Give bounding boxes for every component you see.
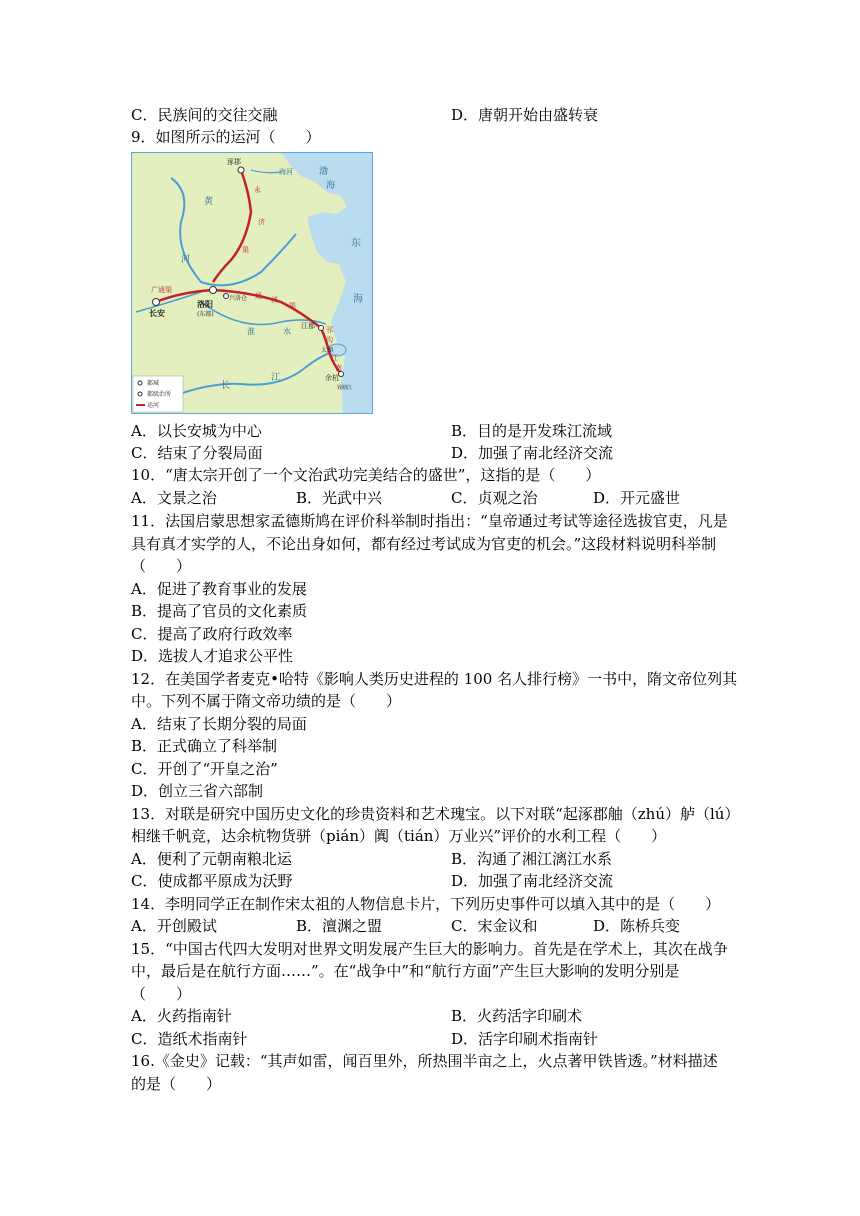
label-haihe: 海河 xyxy=(279,168,293,176)
label-qu: 渠 xyxy=(242,246,249,254)
q10-option-a: A．文景之治 xyxy=(131,489,217,507)
q11-stem-line3: （ ） xyxy=(131,557,192,575)
q8-option-c: C．民族间的交往交融 xyxy=(131,106,278,124)
q10-option-c: C．贞观之治 xyxy=(451,489,538,507)
q9-options-cd xyxy=(131,442,731,464)
q13-option-d: D．加强了南北经济交流 xyxy=(451,872,614,890)
q15-options-cd xyxy=(131,1028,731,1050)
q15-option-c: C．造纸术指南针 xyxy=(131,1030,248,1048)
q14-option-c: C．宋金议和 xyxy=(451,917,538,935)
q12-option-d: D．创立三省六部制 xyxy=(131,782,264,800)
q15-stem-line1: 15．“中国古代四大发明对世界文明发展产生巨大的影响力。首先是在学术上，其次在战争 xyxy=(131,940,728,958)
q11-option-a: A．促进了教育事业的发展 xyxy=(131,580,307,598)
label-changan: 长安 xyxy=(149,309,165,318)
q9-option-a: A．以长安城为中心 xyxy=(131,422,262,440)
marker-jiangdu xyxy=(319,326,324,331)
q15-options-ab xyxy=(131,1005,731,1027)
q10-options xyxy=(131,487,731,509)
label-huang: 黄 xyxy=(204,197,214,207)
label-han: 邗 xyxy=(326,326,333,334)
label-guangtong: 广通渠 xyxy=(151,286,172,294)
q13-stem-line2: 相继千帆竞，达余杭物货骈（pián）阗（tián）万业兴”评价的水利工程（ ） xyxy=(131,827,667,845)
q12-stem-line2: 中。下列不属于隋文帝功绩的是（ ） xyxy=(131,692,402,710)
label-luoyang: 洛阳 xyxy=(197,300,213,309)
legend-city: 都级治所 xyxy=(147,391,172,398)
q10-stem: 10．“唐太宗开创了一个文治武功完美结合的盛世”，这指的是（ ） xyxy=(131,466,601,484)
q15-option-a: A．火药指南针 xyxy=(131,1007,232,1025)
q11-stem-line2: 具有真才实学的人，不论出身如何，都有经过考试成为官吏的机会。”这段材料说明科举制 xyxy=(131,535,717,553)
q11-option-b: B．提高了官员的文化素质 xyxy=(131,602,308,620)
q9-option-b: B．目的是开发珠江流域 xyxy=(451,422,613,440)
label-jiangnan: 江 xyxy=(331,354,338,362)
label-bohai2: 海 xyxy=(326,181,336,191)
q13-stem-line1: 13．对联是研究中国历史文化的珍贵资料和艺术瑰宝。以下对联“起涿郡舳（zhú）舻（lú） xyxy=(131,805,740,823)
grand-canal-map xyxy=(131,152,373,414)
q13-option-b: B．沟通了湘江漓江水系 xyxy=(451,850,613,868)
label-he: 河 xyxy=(181,255,191,265)
label-shui: 水 xyxy=(283,327,291,336)
q8-option-d: D．唐朝开始由盛转衰 xyxy=(451,106,599,124)
q16-stem-line2: 的是（ ） xyxy=(131,1075,222,1093)
q15-option-b: B．火药活字印刷术 xyxy=(451,1007,583,1025)
q13-option-a: A．便利了元朝南粮北运 xyxy=(131,850,292,868)
marker-zhuojun xyxy=(238,167,244,173)
label-dongdu: (东都) xyxy=(197,311,214,318)
q11-option-d: D．选拔人才追求公平性 xyxy=(131,647,294,665)
q14-option-d: D．陈桥兵变 xyxy=(593,917,681,935)
marker-luoyang xyxy=(210,287,217,294)
q14-option-a: A．开创殿试 xyxy=(131,917,217,935)
q15-option-d: D．活字印刷术指南针 xyxy=(451,1030,599,1048)
marker-yuhang xyxy=(339,372,344,377)
label-qiantang: 钱塘江 xyxy=(337,385,353,391)
label-ji: 济 xyxy=(258,218,265,226)
q15-stem-line2: 中，最后是在航行方面……”。在“战争中”和“航行方面”产生巨大影响的发明分别是 xyxy=(131,962,680,980)
q13-option-c: C．使成都平原成为沃野 xyxy=(131,872,293,890)
q10-option-b: B．光武中兴 xyxy=(296,489,383,507)
q12-option-b: B．正式确立了科举制 xyxy=(131,737,278,755)
label-ji2: 济 xyxy=(271,296,278,304)
q15-stem-line3: （ ） xyxy=(131,985,192,1003)
label-yuhang: 余杭 xyxy=(325,374,339,382)
q12-option-c: C．开创了“开皇之治” xyxy=(131,760,278,778)
label-yong: 永 xyxy=(254,186,261,194)
label-jiangdu: 江都 xyxy=(301,322,315,330)
label-xingluocang: 兴洛仓 xyxy=(229,295,248,302)
label-nan: 南 xyxy=(335,364,342,372)
label-chang: 长 xyxy=(221,381,231,391)
label-zhuojun: 涿郡 xyxy=(227,158,241,166)
marker-xingluocang xyxy=(224,294,229,299)
q9-option-c: C．结束了分裂局面 xyxy=(131,444,263,462)
label-bohai: 渤 xyxy=(319,167,329,177)
legend-capital: 都城 xyxy=(147,380,160,387)
label-gou: 沟 xyxy=(326,336,333,344)
label-tong: 通 xyxy=(255,292,262,300)
q14-option-b: B．澶渊之盟 xyxy=(296,917,383,935)
q8-options-cd xyxy=(131,104,731,126)
q10-option-d: D．开元盛世 xyxy=(593,489,681,507)
q9-stem: 9．如图所示的运河（ ） xyxy=(131,128,321,146)
label-taihu: 太湖 xyxy=(321,347,334,354)
q11-stem-line1: 11．法国启蒙思想家孟德斯鸠在评价科举制时指出：“皇帝通过考试等途径选拔官吏，凡是 xyxy=(131,512,728,530)
legend-canal: 运河 xyxy=(147,402,160,409)
map-legend xyxy=(133,376,183,412)
label-hai: 海 xyxy=(353,294,363,305)
label-dong: 东 xyxy=(351,238,361,249)
q12-stem-line1: 12．在美国学者麦克•哈特《影响人类历史进程的 100 名人排行榜》一书中，隋文帝位列其 xyxy=(131,670,738,688)
q14-options xyxy=(131,915,731,937)
q11-option-c: C．提高了政府行政效率 xyxy=(131,625,293,643)
q13-options-cd xyxy=(131,870,731,892)
q9-options-ab xyxy=(131,420,731,442)
q12-option-a: A．结束了长期分裂的局面 xyxy=(131,715,307,733)
marker-changan xyxy=(153,299,160,306)
q13-options-ab xyxy=(131,848,731,870)
label-qu2: 渠 xyxy=(289,302,296,310)
q9-option-d: D．加强了南北经济交流 xyxy=(451,444,614,462)
q16-stem-line1: 16.《金史》记载：“其声如雷，闻百里外，所热围半亩之上，火点著甲铁皆透。”材料描述 xyxy=(131,1052,718,1070)
q14-stem: 14．李明同学正在制作宋太祖的人物信息卡片，下列历史事件可以填入其中的是（ ） xyxy=(131,895,721,913)
label-jiang: 江 xyxy=(271,373,281,383)
label-huai: 淮 xyxy=(247,327,255,336)
